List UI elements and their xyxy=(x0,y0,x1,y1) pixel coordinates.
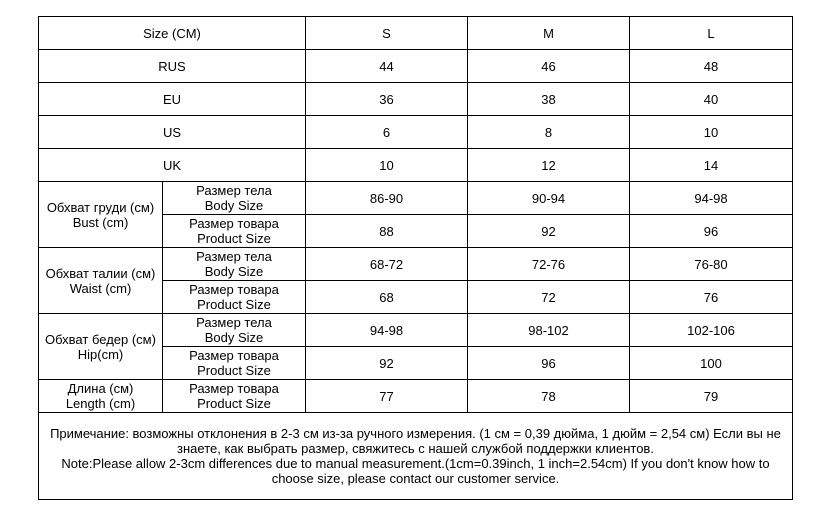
table-cell: 72 xyxy=(468,281,630,314)
measure-label-en: Hip(cm) xyxy=(77,346,124,362)
table-cell: 76-80 xyxy=(630,248,793,281)
size-chart-table xyxy=(38,16,793,500)
table-row-us xyxy=(39,116,793,149)
size-type-en: Product Size xyxy=(197,396,271,411)
table-cell: 94-98 xyxy=(630,182,793,215)
size-type-ru: Размер тела xyxy=(196,315,272,330)
measure-label-en: Waist (cm) xyxy=(69,280,132,296)
size-type-en: Body Size xyxy=(204,330,264,345)
table-cell: 77 xyxy=(306,380,468,413)
measure-label-en: Bust (cm) xyxy=(72,214,129,230)
note-en: Note:Please allow 2-3cm differences due to manual measurement.(1cm=0.39inch, 1 inch=2.54cm) If you don't know how to choose size, please contact our customer service. xyxy=(61,456,770,486)
row-label: EU xyxy=(39,83,306,116)
table-row-eu xyxy=(39,83,793,116)
table-header-row xyxy=(39,17,793,50)
table-cell: 68 xyxy=(306,281,468,314)
table-cell: 48 xyxy=(630,50,793,83)
table-cell: 10 xyxy=(630,116,793,149)
size-type-ru: Размер товара xyxy=(189,381,279,396)
measure-label-ru: Обхват груди (см) xyxy=(46,199,155,215)
size-type-ru: Размер тела xyxy=(196,183,272,198)
size-type-en: Product Size xyxy=(197,297,271,312)
size-type-ru: Размер тела xyxy=(196,249,272,264)
note-ru: Примечание: возможны отклонения в 2-3 см из-за ручного измерения. (1 см = 0,39 дюйма, 1 дюйм = 2,54 см) Если вы не знаете, как выбрать размер, свяжитесь с нашей службой поддержки клиентов. xyxy=(50,426,781,456)
table-cell: 90-94 xyxy=(468,182,630,215)
measure-label-bust xyxy=(39,182,163,248)
measure-label-ru: Обхват талии (см) xyxy=(45,265,156,281)
table-cell: 76 xyxy=(630,281,793,314)
table-row-waist-body xyxy=(39,248,793,281)
measure-label-length xyxy=(39,380,163,413)
table-row-bust-body xyxy=(39,182,793,215)
size-type-ru: Размер товара xyxy=(189,348,279,363)
table-cell: 88 xyxy=(306,215,468,248)
table-cell: 94-98 xyxy=(306,314,468,347)
table-row-rus xyxy=(39,50,793,83)
table-cell: 44 xyxy=(306,50,468,83)
row-label: UK xyxy=(39,149,306,182)
size-s-header: S xyxy=(306,17,468,50)
table-cell: 12 xyxy=(468,149,630,182)
table-cell: 92 xyxy=(306,347,468,380)
size-header-cell: Size (CM) xyxy=(39,17,306,50)
table-cell: 79 xyxy=(630,380,793,413)
table-cell: 8 xyxy=(468,116,630,149)
size-type-ru: Размер товара xyxy=(189,282,279,297)
table-row-length xyxy=(39,380,793,413)
table-cell: 14 xyxy=(630,149,793,182)
table-cell: 102-106 xyxy=(630,314,793,347)
table-cell: 40 xyxy=(630,83,793,116)
table-cell: 38 xyxy=(468,83,630,116)
table-cell: 100 xyxy=(630,347,793,380)
table-cell: 98-102 xyxy=(468,314,630,347)
size-type-en: Body Size xyxy=(204,264,264,279)
size-type-cell xyxy=(163,314,306,347)
measure-label-ru: Длина (см) xyxy=(67,381,134,396)
table-row-hip-body xyxy=(39,314,793,347)
table-cell: 96 xyxy=(468,347,630,380)
table-cell: 6 xyxy=(306,116,468,149)
measure-label-ru: Обхват бедер (см) xyxy=(45,331,156,347)
size-type-en: Body Size xyxy=(204,198,264,213)
size-type-en: Product Size xyxy=(197,363,271,378)
size-type-cell xyxy=(163,347,306,380)
table-row-uk xyxy=(39,149,793,182)
measure-label-hip xyxy=(39,314,163,380)
size-type-cell xyxy=(163,215,306,248)
table-cell: 36 xyxy=(306,83,468,116)
size-type-cell xyxy=(163,248,306,281)
size-type-cell xyxy=(163,281,306,314)
row-label: RUS xyxy=(39,50,306,83)
size-type-cell xyxy=(163,380,306,413)
table-row-note xyxy=(39,413,793,500)
table-cell: 96 xyxy=(630,215,793,248)
size-l-header: L xyxy=(630,17,793,50)
table-cell: 92 xyxy=(468,215,630,248)
size-type-cell xyxy=(163,182,306,215)
size-type-en: Product Size xyxy=(197,231,271,246)
table-cell: 68-72 xyxy=(306,248,468,281)
table-cell: 86-90 xyxy=(306,182,468,215)
size-m-header: M xyxy=(468,17,630,50)
row-label: US xyxy=(39,116,306,149)
table-cell: 78 xyxy=(468,380,630,413)
table-cell: 72-76 xyxy=(468,248,630,281)
table-cell: 46 xyxy=(468,50,630,83)
measure-label-en: Length (cm) xyxy=(65,396,136,411)
note-cell xyxy=(39,413,793,500)
table-cell: 10 xyxy=(306,149,468,182)
size-type-ru: Размер товара xyxy=(189,216,279,231)
measure-label-waist xyxy=(39,248,163,314)
